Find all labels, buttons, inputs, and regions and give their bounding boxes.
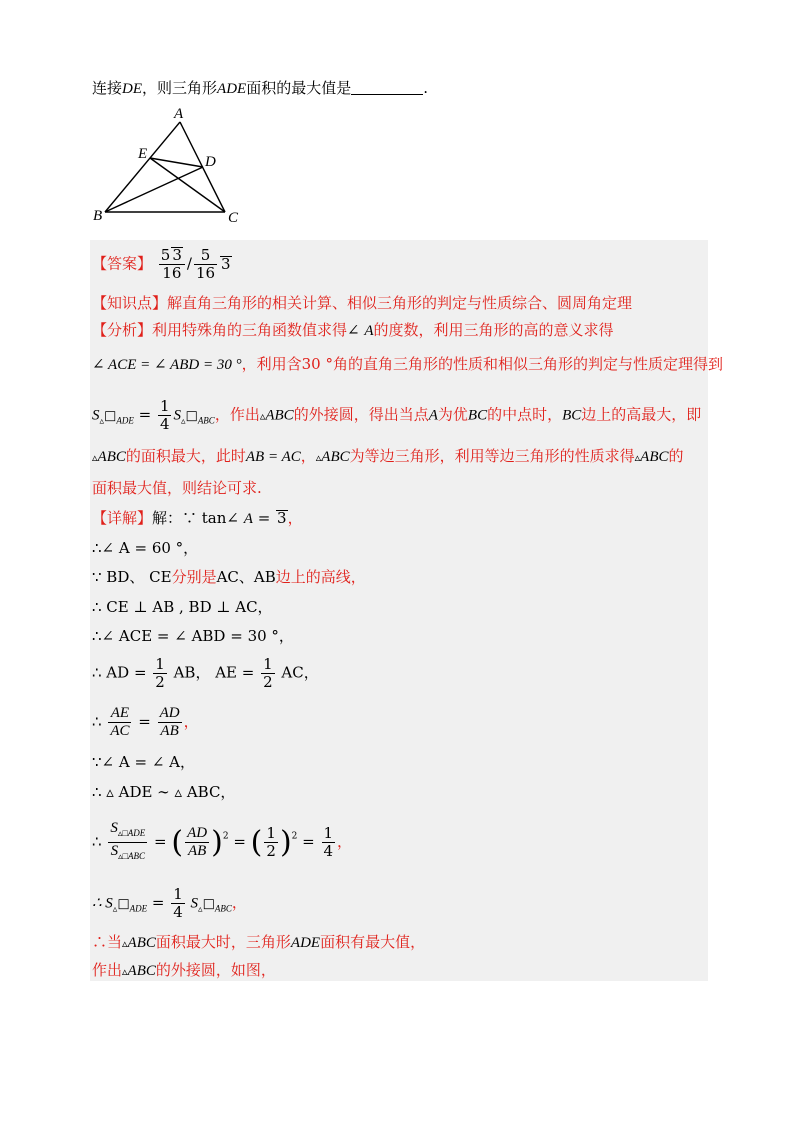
detail-line-7: ∴ $\frac{AE}{AC}$ = $\frac{AD}{AB}$ ，	[92, 705, 199, 739]
detail-line-9: ∴ ▵ ADE ∼ ▵ ABC，	[92, 783, 236, 801]
answer-tag: 【答案】	[92, 254, 153, 273]
detail-line-12: ∴当▵ABC面积最大时，三角形ADE面积有最大值，	[92, 933, 426, 951]
detail-line-8: ∵∠ A = ∠ A，	[92, 753, 195, 771]
knowledge-text: 解直角三角形的相关计算、相似三角形的判定与性质综合、圆周角定理	[167, 294, 633, 312]
triangle-ade: ADE	[217, 81, 247, 97]
analysis-line-4: ▵ABC的面积最大，此时AB = AC，▵ABC为等边三角形，利用等边三角形的性质求得▵ABC的	[92, 447, 684, 465]
sqrt-3: 3	[221, 254, 231, 273]
segment-bd	[105, 167, 203, 212]
analysis-tag: 【分析】	[92, 321, 153, 339]
detail-line-2: ∴∠ A = 60 °，	[92, 539, 199, 557]
detail-tag: 【详解】	[92, 509, 153, 527]
label-a: A	[174, 106, 184, 122]
analysis-line-2: ∠ ACE = ∠ ABD = 30 °，利用含30 °角的直角三角形的性质和相似三角形的判定与性质定理得到	[92, 355, 723, 373]
answer-separator: /	[186, 254, 192, 273]
analysis-line-3: $S_▵□_{ADE}$ = $\frac{1}{4}$ $S_▵□_{ABC}$，作出▵ABC的外接圆，得出当点A为优BC的中点时，BC边上的高最大，即	[92, 397, 702, 433]
side-ab	[105, 122, 180, 212]
detail-line-4: ∴ CE ⊥ AB , BD ⊥ AC，	[92, 598, 273, 616]
answer-blank	[351, 80, 423, 95]
answer-fraction-1: $\frac{5 3}{16}$	[159, 247, 185, 282]
question-text: ，则三角形	[142, 79, 218, 97]
label-b: B	[93, 208, 103, 224]
detail-line-13: 作出▵ABC的外接圆，如图，	[92, 961, 276, 979]
detail-line-10: ∴ $\frac{S_{▵□ADE}}{S_{▵□ABC}}$ = ( $\frac{AD}{AB}$ )$^2$ = ( $\frac{1}{2}$ )$^2$ = $\frac{1}{4}$ ，	[92, 820, 353, 861]
label-c: C	[228, 210, 239, 226]
detail-line-3: ∵ BD、 CE分别是AC、AB边上的高线，	[92, 568, 366, 586]
answer-fraction-2: $\frac{5}{16}$	[195, 246, 216, 282]
triangle-figure	[90, 106, 250, 226]
question-text: 面积的最大值是	[246, 79, 352, 97]
knowledge-tag: 【知识点】	[92, 294, 168, 312]
segment-de	[150, 158, 203, 167]
detail-line-5: ∴∠ ACE = ∠ ABD = 30 °，	[92, 627, 294, 645]
detail-line-1: 【详解】解：∵ tan∠ A = 3，	[92, 509, 303, 527]
label-e: E	[138, 146, 148, 162]
question-text: 连接	[92, 79, 123, 97]
detail-line-6: ∴ AD = $\frac{1}{2}$ AB， AE = $\frac{1}{2}$ AC，	[92, 655, 319, 691]
segment-de: DE	[122, 81, 143, 97]
question-line	[92, 78, 428, 99]
sqrt-3: 3	[172, 246, 182, 264]
analysis-line-1: 【分析】利用特殊角的三角函数值求得∠ A的度数，利用三角形的高的意义求得	[92, 321, 614, 339]
knowledge-line	[92, 293, 632, 313]
arc-bc: BC	[467, 407, 488, 424]
detail-line-11: ∴ $S_▵□_{ADE}$ = $\frac{1}{4}$ $S_▵□_{ABC}$，	[92, 885, 247, 921]
question-end: .	[423, 79, 428, 97]
analysis-line-5: 面积最大值，则结论可求.	[92, 479, 262, 497]
answer-line	[92, 247, 232, 282]
label-d: D	[205, 154, 216, 170]
